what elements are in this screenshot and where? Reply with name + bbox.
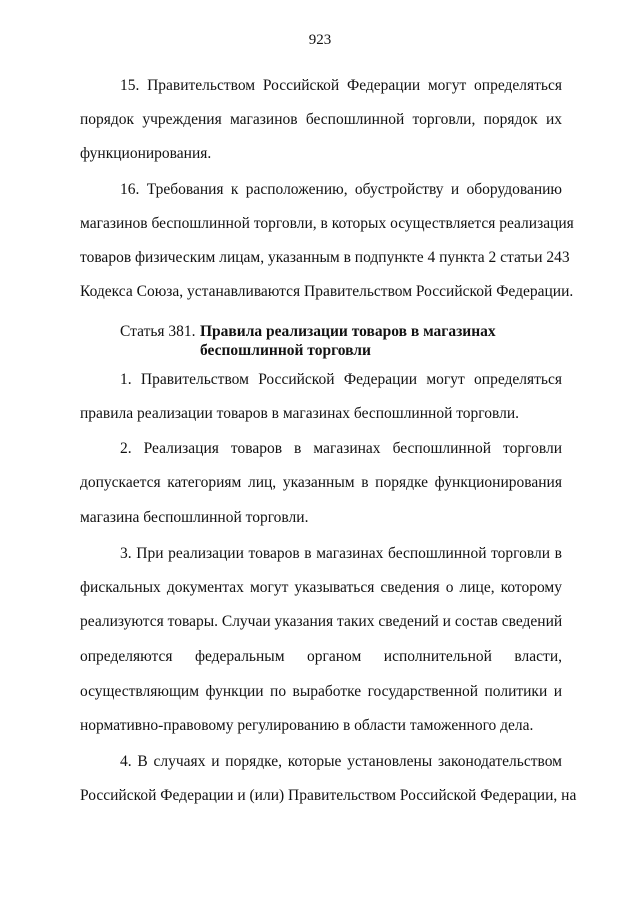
article-paragraph-4-line-2: Российской Федерации и (или) Правительством Российской Федерации, на [80,787,577,804]
article-paragraph-1-line-2: правила реализации товаров в магазинах беспошлинной торговли. [80,405,520,422]
article-paragraph-2-line-1: 2. Реализация товаров в магазинах беспошлинной торговли [120,440,562,457]
article-paragraph-3-line-2: фискальных документах могут указываться сведения о лице, которому [80,579,562,596]
paragraph-15-line-3: функционирования. [80,145,212,162]
paragraph-15-line-2: порядок учреждения магазинов беспошлинной торговли, порядок их [80,111,562,128]
article-paragraph-1-line-1: 1. Правительством Российской Федерации могут определяться [120,371,562,388]
article-paragraph-4-line-1: 4. В случаях и порядке, которые установлены законодательством [120,753,562,770]
paragraph-16-line-1: 16. Требования к расположению, обустройству и оборудованию [120,181,562,198]
article-title-line-1: Правила реализации товаров в магазинах [200,323,496,340]
article-paragraph-3-line-5: осуществляющим функции по выработке государственной политики и [80,683,562,700]
article-paragraph-3-line-3: реализуются товары. Случаи указания таких сведений и состав сведений [80,613,563,630]
article-paragraph-2-line-2: допускается категориям лиц, указанным в порядке функционирования [80,474,562,491]
paragraph-16-line-4: Кодекса Союза, устанавливаются Правительством Российской Федерации. [80,283,574,300]
article-paragraph-3-line-1: 3. При реализации товаров в магазинах беспошлинной торговли в [120,545,562,562]
article-paragraph-2-line-3: магазина беспошлинной торговли. [80,509,309,526]
article-paragraph-3-line-6: нормативно-правовому регулированию в области таможенного дела. [80,717,534,734]
paragraph-16-line-3: товаров физическим лицам, указанным в подпункте 4 пункта 2 статьи 243 [80,249,570,266]
article-title [200,322,560,360]
paragraph-15-line-1: 15. Правительством Российской Федерации могут определяться [120,77,562,94]
paragraph-16-line-2: магазинов беспошлинной торговли, в которых осуществляется реализация [80,215,574,232]
article-label: Статья 381. [120,323,196,340]
article-title-line-2: беспошлинной торговли [200,342,371,359]
article-paragraph-3-line-4: определяются федеральным органом исполнительной власти, [80,648,562,665]
page-number: 923 [308,32,332,48]
